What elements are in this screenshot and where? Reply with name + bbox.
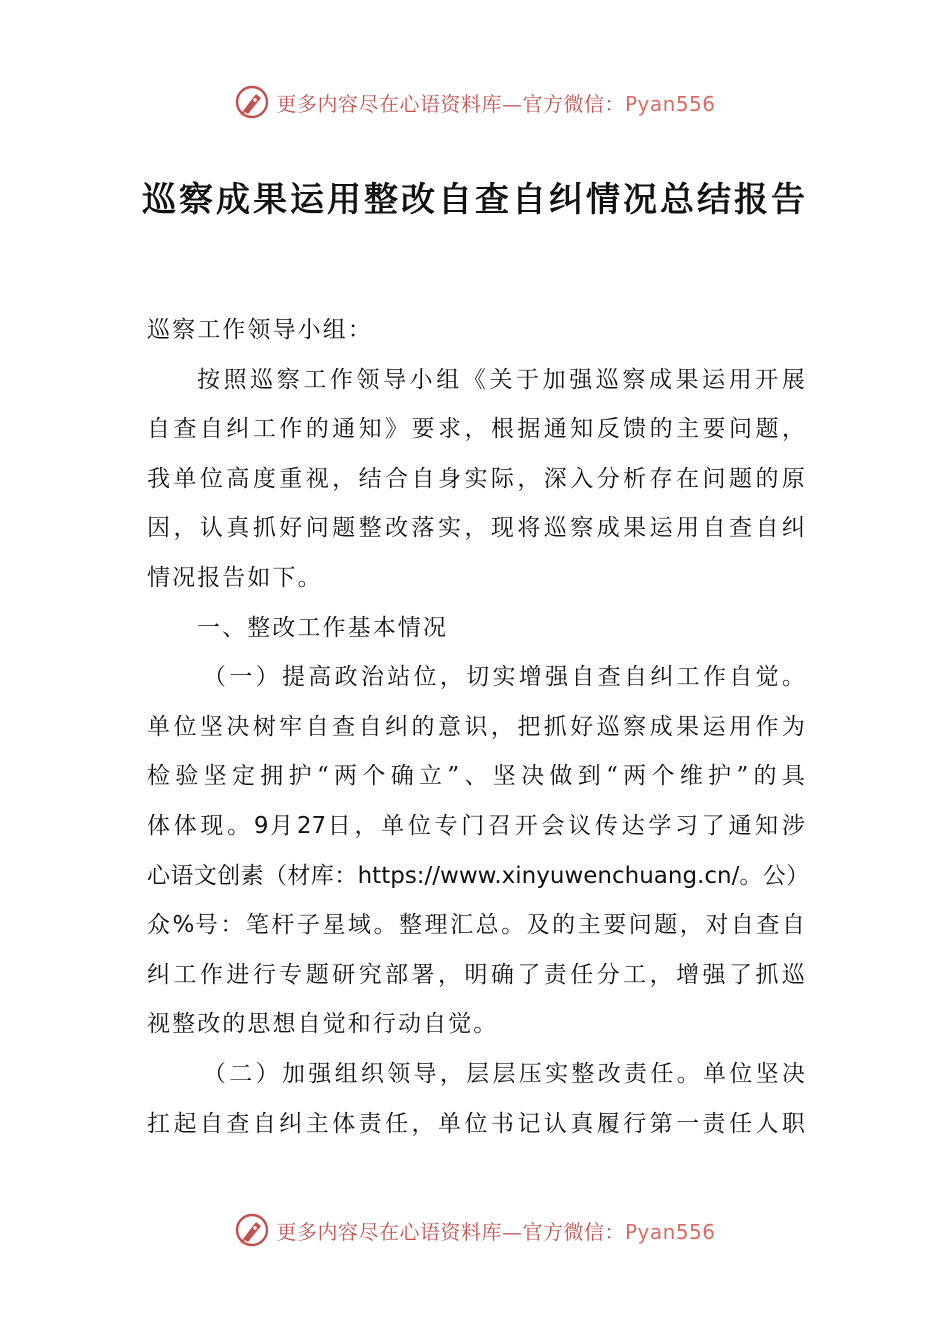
footer-banner <box>0 1208 950 1252</box>
banner-cn-text: 更多内容尽在心语资料库—官方微信： <box>276 1219 625 1244</box>
paragraph-line: 单位坚决树牢自查自纠的意识，把抓好巡察成果运用作为 <box>147 713 807 740</box>
paragraph-line: 视整改的思想自觉和行动自觉。 <box>147 1011 499 1038</box>
banner-cn-text: 更多内容尽在心语资料库—官方微信： <box>276 91 625 116</box>
banner-wechat-id: Pyan556 <box>624 91 716 116</box>
paragraph-line: 扛起自查自纠主体责任，单位书记认真履行第一责任人职 <box>147 1110 807 1137</box>
section-heading: 一、整改工作基本情况 <box>197 614 448 641</box>
paragraph-line: 检验坚定拥护“两个确立”、坚决做到“两个维护”的具 <box>147 763 807 790</box>
paragraph-line: 情况报告如下。 <box>147 564 323 591</box>
header-banner-text <box>276 88 715 117</box>
footer-banner-text <box>276 1216 715 1245</box>
document-title: 巡察成果运用整改自查自纠情况总结报告 <box>142 180 808 220</box>
paragraph-line: 因，认真抓好问题整改落实，现将巡察成果运用自查自纠 <box>147 515 807 542</box>
paragraph-line: 纠工作进行专题研究部署，明确了责任分工，增强了抓巡 <box>147 961 807 988</box>
paragraph-line <box>147 852 810 902</box>
paragraph-line: （一）提高政治站位，切实增强自查自纠工作自觉。 <box>203 664 807 691</box>
paragraph-line: 自查自纠工作的通知》要求，根据通知反馈的主要问题， <box>147 416 807 443</box>
text-run: 体体现。 <box>147 812 254 839</box>
text-run: 众 <box>147 912 173 939</box>
text-run: 号：笔杆子星域。整理汇总。及的主要问题，对自查自 <box>194 912 807 939</box>
paragraph-line: （二）加强组织领导，层层压实整改责任。单位坚决 <box>203 1060 807 1087</box>
banner-wechat-id: Pyan556 <box>624 1219 716 1244</box>
paragraph-line: 按照巡察工作领导小组《关于加强巡察成果运用开展 <box>197 366 807 393</box>
website-link[interactable]: https://www.xinyuwenchuang.cn/ <box>357 862 740 889</box>
pen-nib-logo-icon <box>234 1212 270 1248</box>
text-run: 月 <box>268 812 297 839</box>
paragraph-line <box>147 802 807 852</box>
salutation: 巡察工作领导小组： <box>147 317 373 343</box>
text-run: 日，单位专门召开会议传达学习了通知涉 <box>326 812 807 839</box>
paragraph-line <box>147 901 807 951</box>
date-day-number: 27 <box>296 812 327 839</box>
pen-nib-logo-icon <box>234 84 270 120</box>
text-run: 。公） <box>739 862 810 889</box>
header-banner <box>0 80 950 124</box>
text-run: 心语文创素（材库： <box>147 862 358 889</box>
date-month-number: 9 <box>253 812 269 839</box>
paragraph-line: 我单位高度重视，结合自身实际，深入分析存在问题的原 <box>147 465 807 492</box>
percent-symbol: % <box>172 912 195 939</box>
document-body <box>147 306 810 1149</box>
